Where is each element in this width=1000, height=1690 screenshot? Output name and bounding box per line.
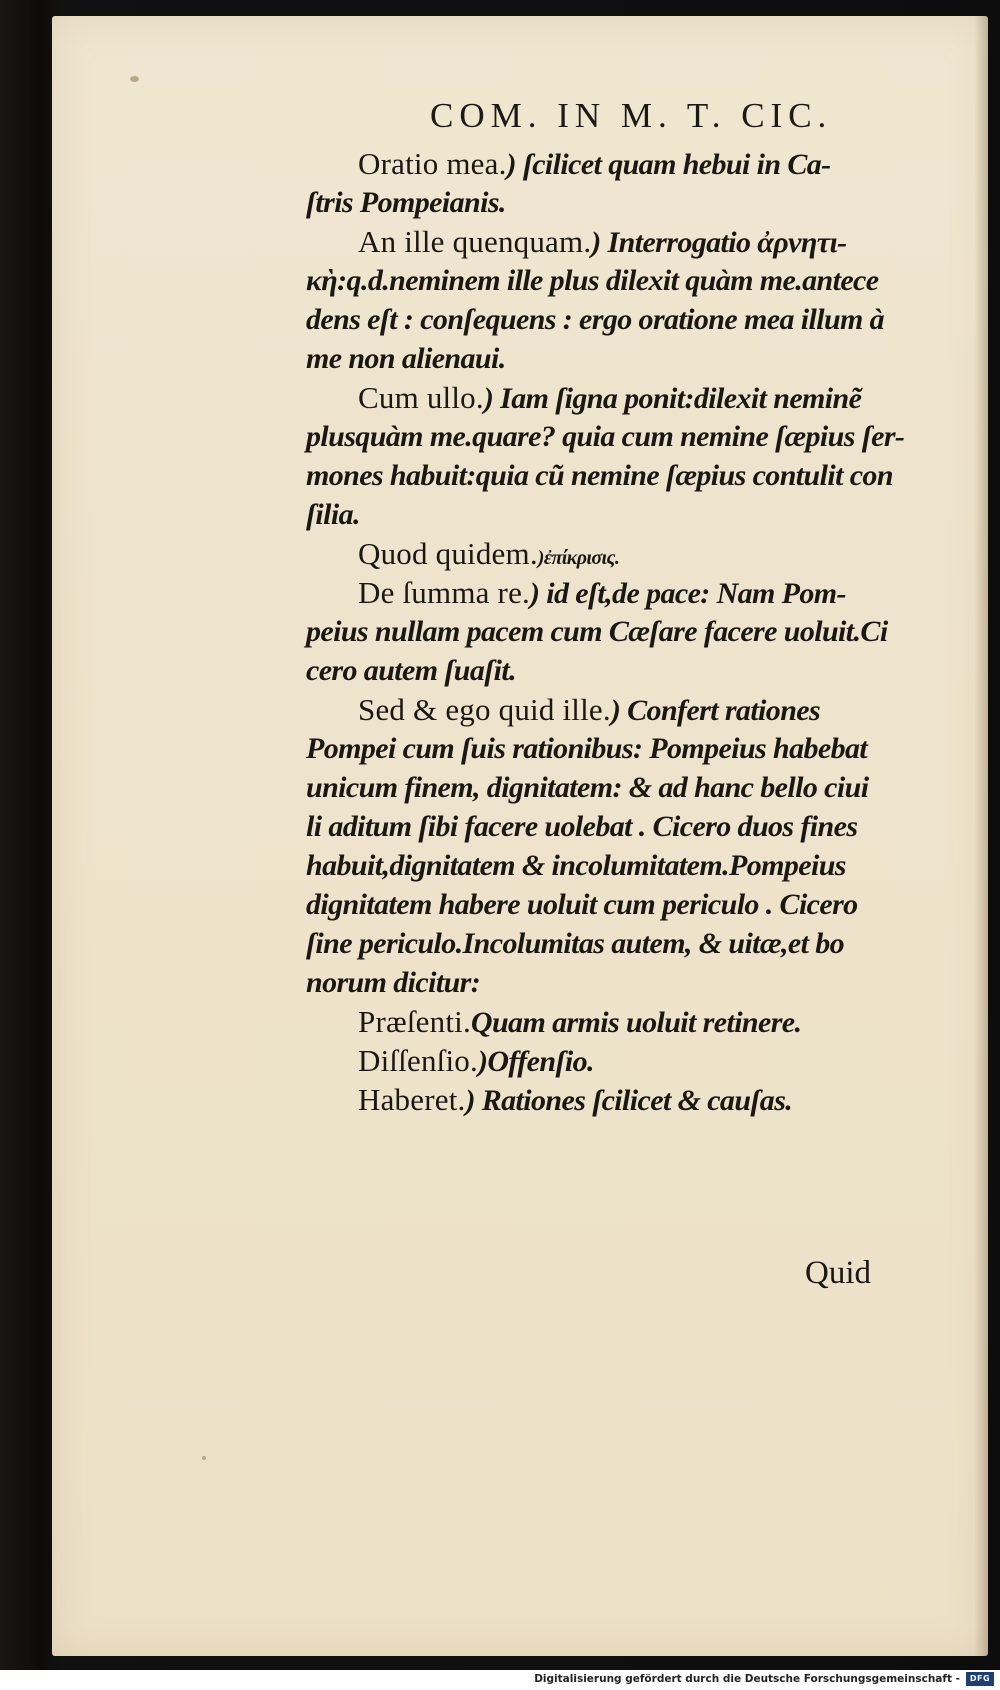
- gloss: ſine periculo.Incolumitas autem, & uitæ,et bo: [306, 927, 845, 960]
- lemma: Diſſenſio.: [358, 1043, 478, 1078]
- gloss: dens eſt : conſequens : ergo oratione mea illum à: [306, 303, 885, 336]
- gloss: ) id eſt,de pace: Nam Pom-: [529, 577, 846, 610]
- lemma: Haberet.: [358, 1082, 466, 1117]
- text-line: [306, 1041, 946, 1080]
- text-line: [306, 807, 946, 846]
- text-line: [306, 612, 946, 651]
- paper-stain: [130, 76, 139, 82]
- gloss: unicum finem, dignitatem: & ad hanc bello ciui: [306, 771, 869, 804]
- gloss: plusquàm me.quare? quia cum nemine ſæpius ſer-: [306, 420, 905, 453]
- text-line: [306, 573, 946, 612]
- gloss: ) Confert rationes: [610, 694, 821, 727]
- text-line: [306, 339, 946, 378]
- text-line: [306, 963, 946, 1002]
- gloss: dignitatem habere uoluit cum periculo . Cicero: [306, 888, 858, 921]
- gloss: mones habuit:quia cũ nemine ſæpius contulit con: [306, 459, 893, 492]
- text-line: [306, 183, 946, 222]
- gloss: me non alienaui.: [306, 342, 506, 375]
- text-line: [306, 144, 946, 183]
- gloss: ) Iam ſigna ponit:dilexit neminẽ: [483, 382, 862, 415]
- digitization-credit: Digitalisierung gefördert durch die Deutsche Forschungsgemeinschaft -: [534, 1673, 960, 1685]
- text-line: [306, 885, 946, 924]
- lemma: Sed & ego quid ille.: [358, 692, 611, 727]
- text-line: [306, 495, 946, 534]
- text-line: [306, 690, 946, 729]
- text-line: [306, 378, 946, 417]
- text-line: [306, 300, 946, 339]
- text-line: [306, 768, 946, 807]
- text-line: [306, 729, 946, 768]
- text-line: [306, 1080, 946, 1119]
- lemma: Cum ullo.: [358, 380, 484, 415]
- gloss: κὴ:q.d.neminem ille plus dilexit quàm me.antece: [306, 264, 879, 297]
- gloss: Quam armis uoluit retinere.: [470, 1006, 802, 1039]
- gloss: ) Rationes ſcilicet & cauſas.: [465, 1084, 793, 1117]
- gloss: norum dicitur:: [306, 966, 481, 999]
- text-line: [306, 1002, 946, 1041]
- gloss: ſilia.: [306, 498, 360, 531]
- lemma: Quod quidem.: [358, 536, 538, 571]
- gloss: li aditum ſibi facere uolebat . Cicero duos fines: [306, 810, 858, 843]
- text-line: [306, 456, 946, 495]
- gloss: ſtris Pompeianis.: [306, 186, 506, 219]
- text-line: [306, 261, 946, 300]
- running-head: COM. IN M. T. CIC.: [430, 96, 833, 135]
- commentary-text: [306, 144, 946, 1119]
- dfg-logo: DFG: [966, 1672, 994, 1686]
- gloss: Pompei cum ſuis rationibus: Pompeius habebat: [306, 732, 868, 765]
- lemma: Oratio mea.: [358, 146, 507, 181]
- catchword: Quid: [805, 1255, 871, 1291]
- paper-stain: [202, 1456, 206, 1460]
- gloss: )Offenſio.: [477, 1045, 594, 1078]
- text-line: [306, 924, 946, 963]
- gloss: ) Interrogatio ἀρνητι-: [591, 226, 847, 259]
- gloss: habuit,dignitatem & incolumitatem.Pompeius: [306, 849, 846, 882]
- gloss: peius nullam pacem cum Cæſare facere uoluit.Ci: [306, 615, 888, 648]
- text-line: [306, 651, 946, 690]
- gloss: )ἐπίκρισις.: [537, 547, 620, 569]
- text-line: [306, 222, 946, 261]
- gloss: ) ſcilicet quam hebui in Ca-: [506, 148, 831, 181]
- gloss: cero autem ſuaſit.: [306, 654, 517, 687]
- text-line: [306, 846, 946, 885]
- lemma: An ille quenquam.: [358, 224, 592, 259]
- lemma: Præſenti.: [358, 1004, 471, 1039]
- text-line: [306, 417, 946, 456]
- text-line: [306, 534, 946, 573]
- lemma: De ſumma re.: [358, 575, 530, 610]
- page-edge-shadow: [974, 16, 988, 1656]
